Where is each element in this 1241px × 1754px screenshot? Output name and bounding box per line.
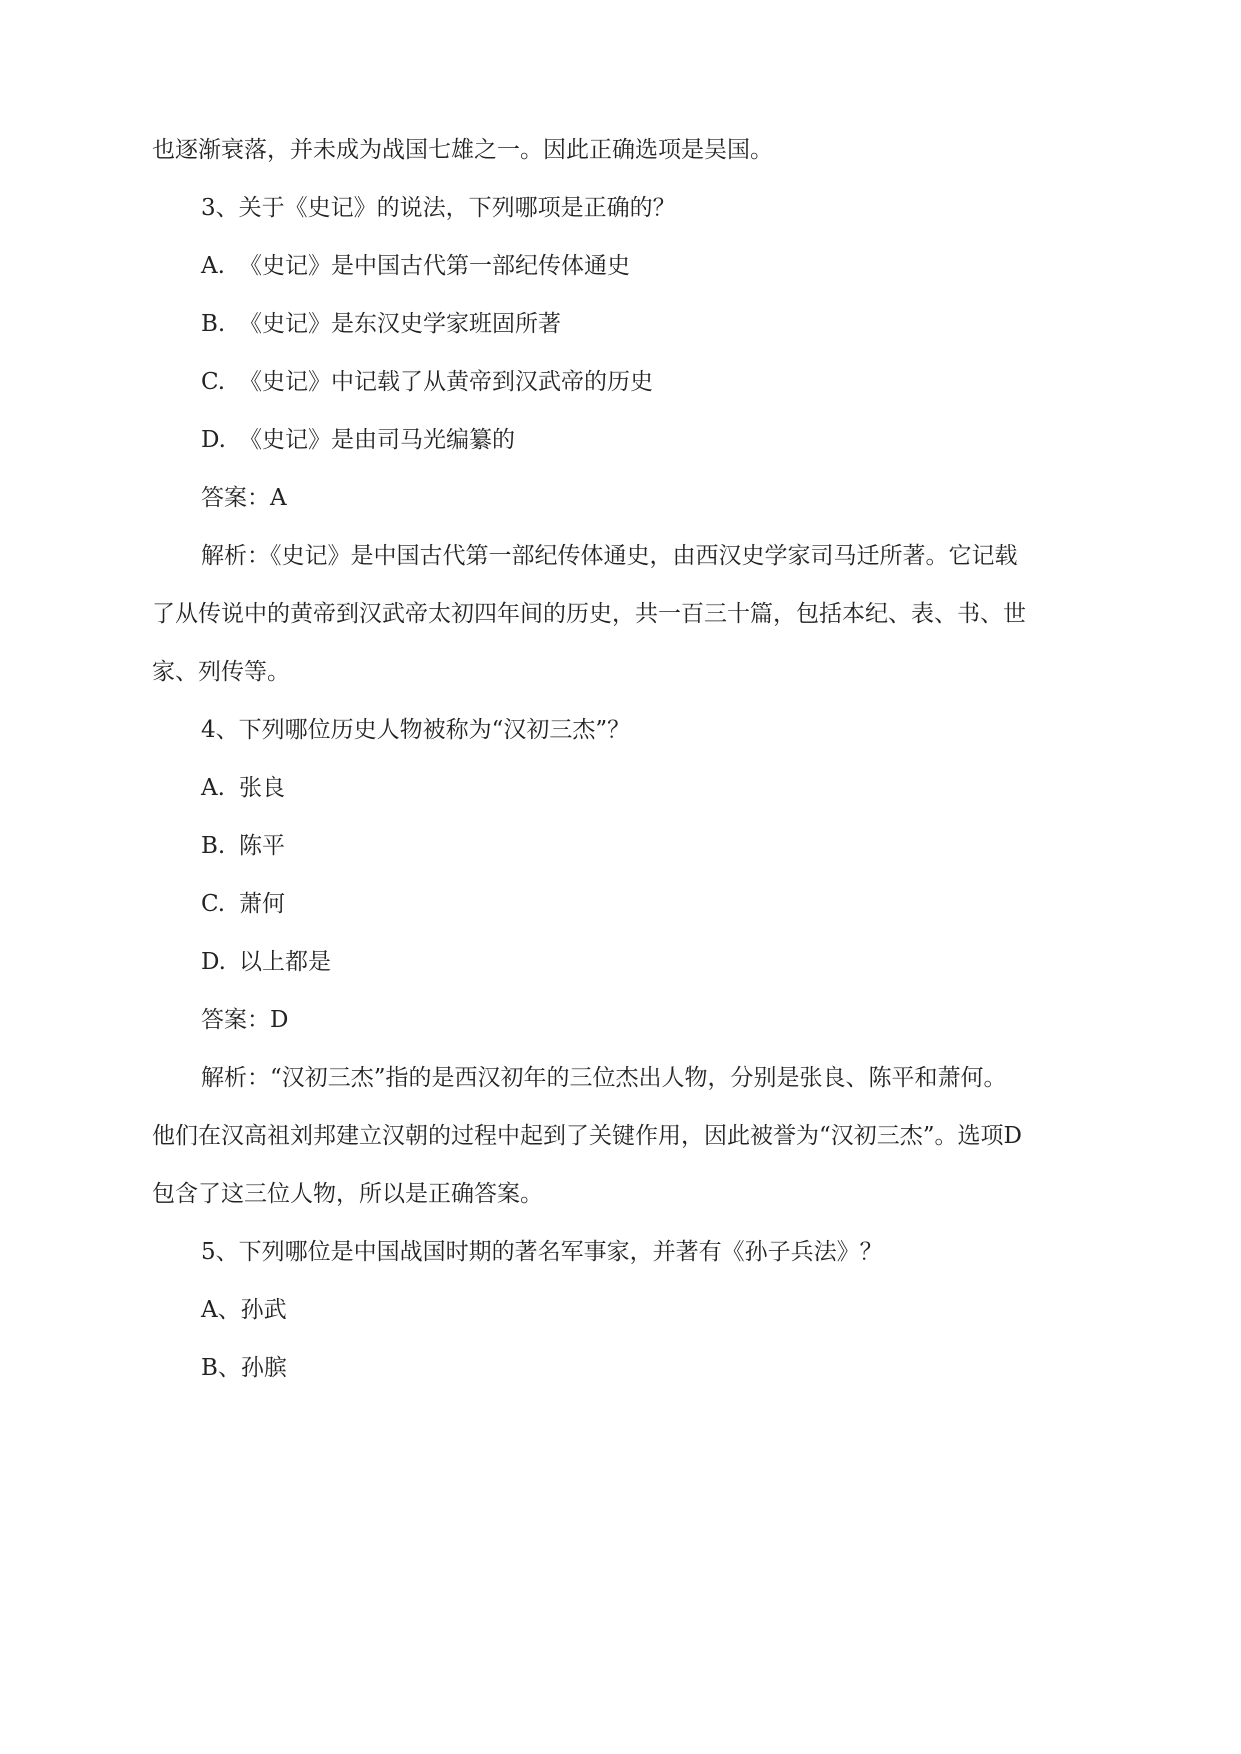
option-text: 萧何 — [239, 891, 285, 917]
explanation-4-line-3: 包含了这三位人物，所以是正确答案。 — [152, 1181, 543, 1207]
option-letter: B. — [201, 833, 226, 859]
option-4c — [201, 889, 285, 919]
option-letter: A. — [201, 253, 225, 279]
option-4b — [201, 831, 285, 861]
question-3: 3、关于《史记》的说法，下列哪项是正确的？ — [201, 195, 676, 221]
option-letter: B. — [201, 311, 226, 337]
explanation-3-line-1: 解析：《史记》是中国古代第一部纪传体通史，由西汉史学家司马迁所著。它记载 — [201, 543, 1018, 569]
answer-4: 答案：D — [201, 1007, 289, 1033]
option-letter: D. — [201, 949, 226, 975]
option-4d — [201, 947, 331, 977]
option-letter: C. — [201, 369, 226, 395]
option-4a — [201, 773, 285, 803]
question-4: 4、下列哪位历史人物被称为“汉初三杰”？ — [201, 717, 631, 743]
continued-explanation: 也逐渐衰落，并未成为战国七雄之一。因此正确选项是吴国。 — [152, 137, 773, 163]
question-5: 5、下列哪位是中国战国时期的著名军事家，并著有《孙子兵法》？ — [201, 1239, 883, 1265]
option-3d — [201, 425, 515, 455]
option-5a: A、孙武 — [201, 1297, 287, 1323]
explanation-3-line-2: 了从传说中的黄帝到汉武帝太初四年间的历史，共一百三十篇，包括本纪、表、书、世 — [152, 601, 1026, 627]
option-text: 《史记》是东汉史学家班固所著 — [239, 311, 561, 337]
option-letter: D. — [201, 427, 226, 453]
option-letter: A. — [201, 775, 225, 801]
explanation-3-line-3: 家、列传等。 — [152, 659, 290, 685]
option-text: 陈平 — [239, 833, 285, 859]
option-text: 《史记》是由司马光编纂的 — [239, 427, 515, 453]
option-text: 张良 — [239, 775, 285, 801]
explanation-4-line-1: 解析：“汉初三杰”指的是西汉初年的三位杰出人物，分别是张良、陈平和萧何。 — [201, 1065, 1007, 1091]
option-3b — [201, 309, 561, 339]
option-letter: C. — [201, 891, 226, 917]
option-text: 《史记》是中国古代第一部纪传体通史 — [239, 253, 630, 279]
option-5b: B、孙膑 — [201, 1355, 287, 1381]
answer-3: 答案：A — [201, 485, 287, 511]
option-text: 《史记》中记载了从黄帝到汉武帝的历史 — [239, 369, 653, 395]
option-3a — [201, 251, 630, 281]
option-3c — [201, 367, 653, 397]
explanation-4-line-2: 他们在汉高祖刘邦建立汉朝的过程中起到了关键作用，因此被誉为“汉初三杰”。选项D — [152, 1123, 1022, 1149]
option-text: 以上都是 — [239, 949, 331, 975]
